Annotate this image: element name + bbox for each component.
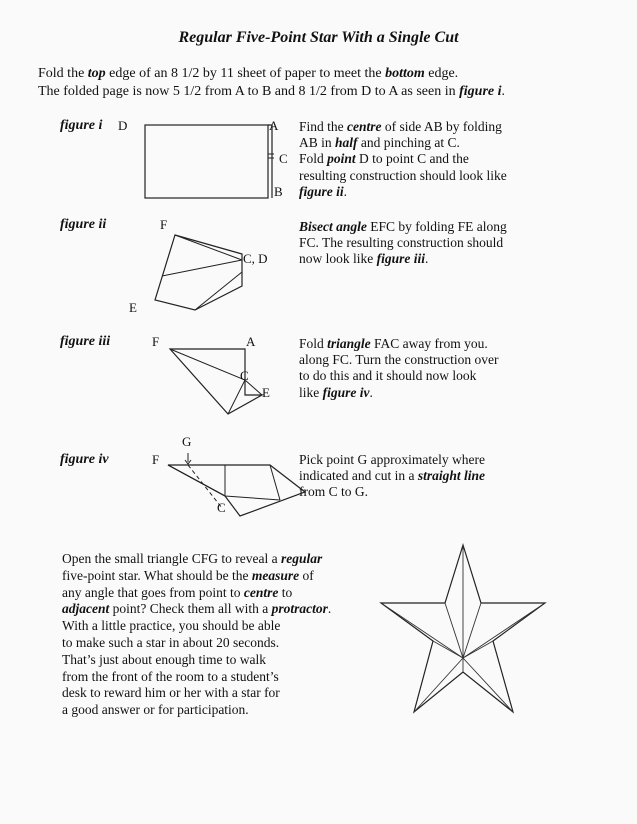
text-run: now look like (299, 251, 377, 267)
text-line (62, 635, 392, 652)
text-run: a good answer or for participation. (62, 702, 249, 718)
emphasis: bottom (385, 66, 425, 81)
text-line (299, 336, 599, 352)
figure-iii-label: figure iii (60, 334, 111, 349)
text-run: D to point C and the (355, 151, 469, 167)
emphasis: centre (347, 119, 382, 134)
text-run: Find the (299, 119, 348, 134)
emphasis: measure (251, 567, 300, 583)
figure-iv-diagram (160, 448, 310, 528)
fig1-point-c: C (279, 151, 288, 166)
fig4-outline (168, 465, 305, 516)
text-run: Fold (299, 336, 328, 351)
text-run: . (369, 384, 373, 400)
text-run: The folded page is now 5 1/2 from A to B and 8 1/2 from D to A as seen in (38, 84, 460, 99)
text-run: EFC by folding FE along (366, 219, 507, 234)
text-run: along FC. Turn the construction over (299, 352, 499, 368)
text-run: from C to G. (299, 484, 368, 500)
text-line (62, 568, 392, 585)
text-run: edge. (424, 66, 459, 81)
fig2-folds (162, 235, 242, 310)
text-line (299, 168, 599, 184)
emphasis: regular (280, 551, 323, 566)
text-run: . (327, 601, 332, 617)
emphasis: figure iii (376, 251, 426, 267)
text-run: like (299, 384, 323, 400)
text-run: . (425, 251, 429, 267)
text-run: desk to reward him or her with a star for (62, 685, 280, 701)
text-run: That’s just about enough time to walk (62, 651, 266, 667)
emphasis: adjacent (62, 601, 110, 617)
fold-edge-ab (268, 125, 272, 198)
text-line (299, 151, 599, 167)
text-run: to do this and it should now look (299, 368, 477, 384)
text-run: five-point star. What should be the (62, 567, 252, 583)
text-line (299, 468, 599, 484)
text-line (299, 235, 599, 251)
text-line (299, 352, 599, 368)
fig3-point-c: C (240, 368, 249, 383)
text-run: resulting construction should look like (299, 167, 507, 183)
text-line (62, 652, 392, 669)
fig1-point-a: A (269, 118, 279, 133)
text-run: to (278, 584, 293, 600)
text-run: With a little practice, you should be able (62, 618, 281, 634)
text-line (299, 251, 599, 267)
emphasis: figure ii (299, 183, 344, 199)
emphasis: figure i (459, 84, 502, 99)
fig1-point-b: B (274, 184, 283, 199)
text-line (299, 452, 599, 468)
text-line (62, 685, 392, 702)
text-run: FAC away from you. (370, 336, 488, 351)
text-line (62, 618, 392, 635)
fig2-point-e: E (129, 300, 137, 315)
text-run: Open the small triangle CFG to reveal a (62, 551, 281, 566)
emphasis: Bisect angle (299, 219, 367, 234)
figure-iii-description (299, 336, 599, 401)
intro-line-1 (38, 66, 458, 82)
text-line (62, 601, 392, 618)
figure-iii-diagram (160, 340, 280, 425)
text-run: point? Check them all with a (109, 601, 272, 617)
text-line (299, 135, 599, 151)
fig4-folds (168, 465, 280, 500)
fig3-point-a: A (246, 334, 256, 349)
text-run: Fold the (38, 66, 88, 81)
text-line (299, 219, 599, 235)
fig2-point-f: F (160, 217, 168, 232)
text-line (62, 585, 392, 602)
figure-iv-label: figure iv (60, 452, 109, 467)
text-run: Pick point G approximately where (299, 452, 485, 467)
emphasis: protractor (271, 601, 328, 617)
text-run: edge of an 8 1/2 by 11 sheet of paper to meet the (105, 66, 386, 81)
figure-i-description (299, 119, 599, 200)
page-title: Regular Five-Point Star With a Single Cut (178, 29, 459, 46)
cut-arrow (185, 453, 191, 464)
figure-iv-description (299, 452, 599, 501)
text-run: of side AB by folding (381, 119, 502, 134)
pinch-mark-c (268, 154, 274, 158)
emphasis: straight line (417, 468, 485, 484)
intro-line-2 (38, 84, 505, 100)
text-run: . (501, 84, 506, 99)
figure-ii-description (299, 219, 599, 268)
figure-i-label: figure i (60, 118, 103, 133)
text-run: . (343, 183, 348, 199)
text-run: AB in (299, 135, 336, 151)
text-line (62, 551, 392, 568)
fig2-outline (155, 235, 242, 310)
text-run: Fold (299, 151, 328, 167)
emphasis: top (87, 66, 106, 81)
text-run: from the front of the room to a student’s (62, 668, 279, 684)
text-line (62, 702, 392, 719)
text-line (299, 484, 599, 500)
emphasis: triangle (327, 336, 371, 351)
text-run: of (299, 567, 314, 583)
text-run: any angle that goes from point to (62, 584, 244, 600)
text-line (299, 385, 599, 401)
text-run: to make such a star in about 20 seconds. (62, 634, 280, 650)
text-run: and pinching at C. (357, 135, 460, 151)
emphasis: half (335, 135, 358, 151)
fig2-point-cd: C, D (243, 251, 268, 266)
fig4-point-g: G (182, 434, 192, 449)
star-creases (381, 545, 545, 712)
closing-paragraph (62, 551, 392, 719)
fig3-point-f: F (152, 334, 160, 349)
text-line (299, 368, 599, 384)
folded-sheet (145, 125, 268, 198)
emphasis: centre (243, 584, 279, 600)
text-line (62, 669, 392, 686)
figure-ii-label: figure ii (60, 217, 107, 232)
figure-ii-diagram (140, 228, 260, 328)
text-line (299, 184, 599, 200)
text-run: FC. The resulting construction should (299, 235, 504, 251)
text-line (299, 119, 599, 135)
fig3-point-e: E (262, 385, 270, 400)
emphasis: point (327, 151, 356, 167)
fig4-point-f: F (152, 452, 160, 467)
fig4-point-c: C (217, 500, 226, 515)
fig1-point-d: D (118, 118, 128, 133)
text-run: indicated and cut in a (299, 468, 418, 484)
five-point-star (390, 540, 550, 730)
emphasis: figure iv (322, 384, 370, 400)
